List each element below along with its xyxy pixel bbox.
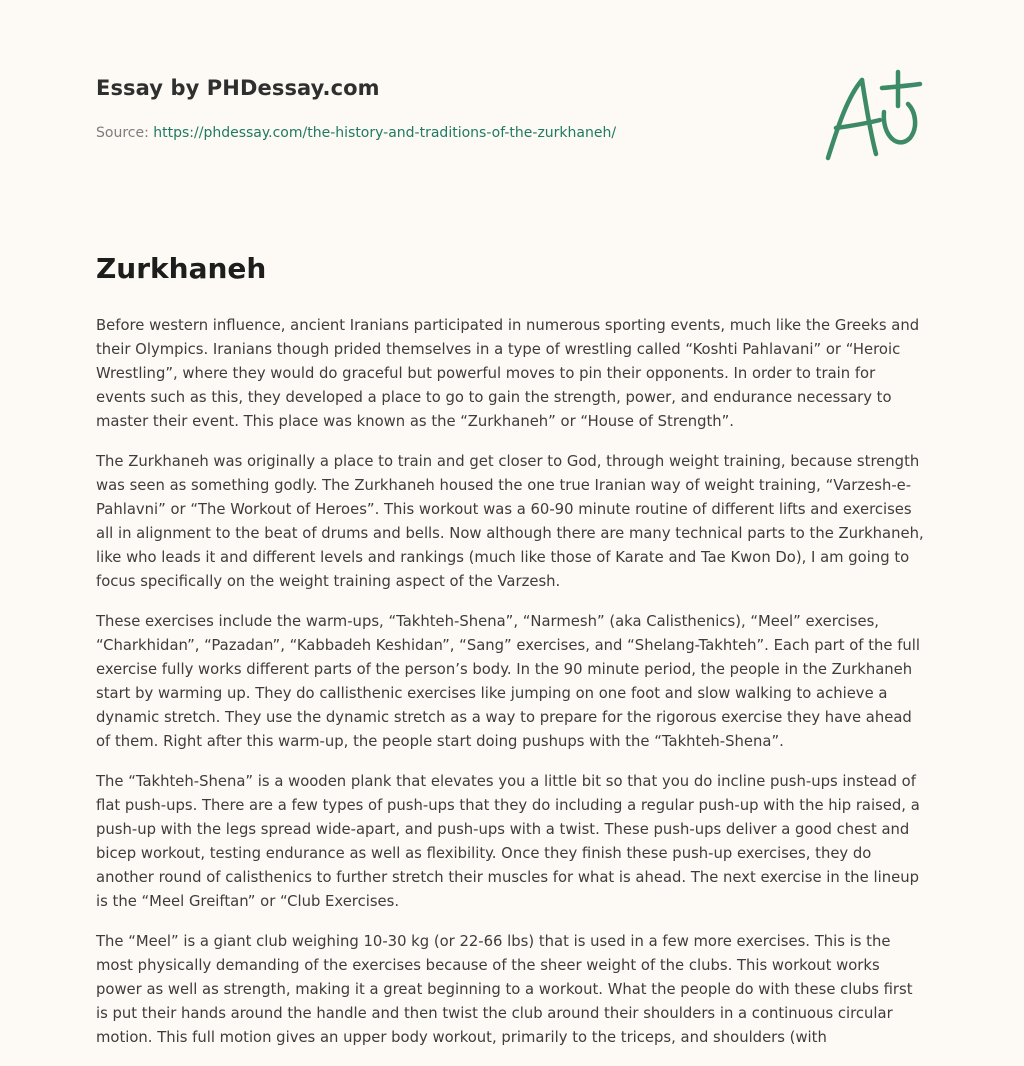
page-header: [96, 76, 796, 141]
essay-paragraph: These exercises include the warm-ups, “Takhteh-Shena”, “Narmesh” (aka Calisthenics), “Meel” exercises, “Charkhidan”, “Pazadan”, “Kabbadeh Keshidan”, “Sang” exercises, and “Shelang-Takhteh”. Each part of the full exercise fully works different parts of the person’s body. In the 90 minute period, the people in the Zurkhaneh start by warming up. They do callisthenic exercises like jumping on one foot and slow walking to achieve a dynamic stretch. They use the dynamic stretch as a way to prepare for the rigorous exercise they have ahead of them. Right after this warm-up, the people start doing pushups with the “Takhteh-Shena”.: [96, 613, 921, 750]
source-label: Source:: [96, 125, 149, 141]
essay-paragraph: The “Meel” is a giant club weighing 10-30 kg (or 22-66 lbs) that is used in a few more exercises. This is the most physically demanding of the exercises because of the sheer weight of the clubs. This workout works power as well as strength, making it a great beginning to a workout. What the people do with these clubs first is put their hands around the handle and then twist the club around their shoulders in a continuous circular motion. This full motion gives an upper body workout, primarily to the triceps, and shoulders (with: [96, 933, 913, 1046]
essay-body: [96, 314, 928, 1066]
essay-paragraph: The “Takhteh-Shena” is a wooden plank that elevates you a little bit so that you do incline push-ups instead of flat push-ups. There are a few types of push-ups that they do including a regular push-up with the hip raised, a push-up with the legs spread wide-apart, and push-ups with a twist. These push-ups deliver a good chest and bicep workout, testing endurance as well as flexibility. Once they finish these push-up exercises, they do another round of calisthenics to further stretch their muscles for what is ahead. The next exercise in the lineup is the “Meel Greiftan” or “Club Exercises.: [96, 773, 920, 910]
source-line: [96, 125, 796, 141]
source-link[interactable]: https://phdessay.com/the-history-and-traditions-of-the-zurkhaneh/: [153, 125, 617, 141]
essay-paragraph: The Zurkhaneh was originally a place to train and get closer to God, through weight training, because strength was seen as something godly. The Zurkhaneh housed the one true Iranian way of weight training, “Varzesh-e-Pahlavni” or “The Workout of Heroes”. This workout was a 60-90 minute routine of different lifts and exercises all in alignment to the beat of drums and bells. Now although there are many technical parts to the Zurkhaneh, like who leads it and different levels and rankings (much like those of Karate and Tae Kwon Do), I am going to focus specifically on the weight training aspect of the Varzesh.: [96, 453, 924, 590]
site-title: Essay by PHDessay.com: [96, 76, 380, 100]
essay-paragraph: Before western influence, ancient Iranians participated in numerous sporting events, much like the Greeks and their Olympics. Iranians though prided themselves in a type of wrestling called “Koshti Pahlavani” or “Heroic Wrestling”, where they would do graceful but powerful moves to pin their opponents. In order to train for events such as this, they developed a place to go to gain the strength, power, and endurance necessary to master their event. This place was known as the “Zurkhaneh” or “House of Strength”.: [96, 317, 920, 430]
a-plus-grade-icon: [818, 66, 930, 166]
essay-title: Zurkhaneh: [96, 252, 267, 285]
